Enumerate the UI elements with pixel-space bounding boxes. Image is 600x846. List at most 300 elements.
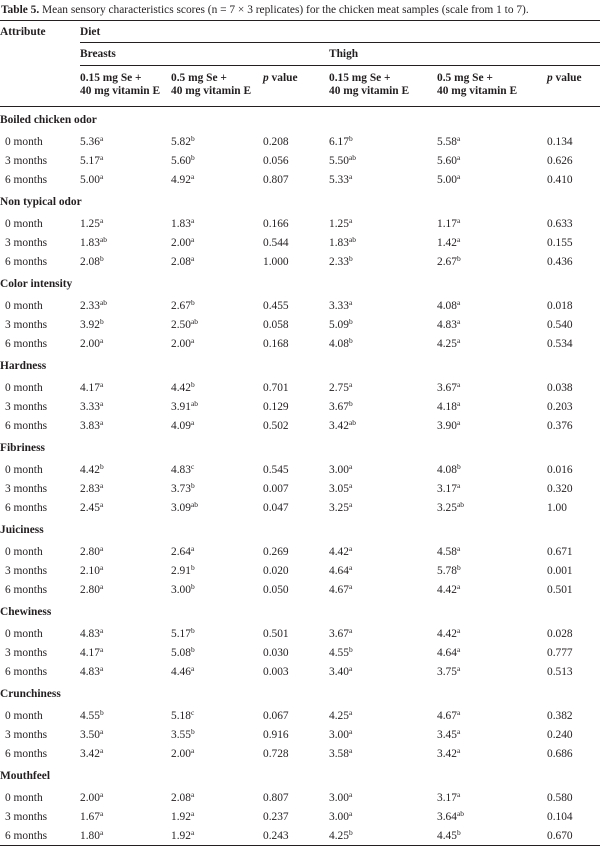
cell-value: 3.83	[80, 419, 100, 432]
significance-letter: a	[99, 562, 104, 572]
significance-letter: a	[190, 234, 195, 244]
breasts-low-se-cell	[80, 624, 171, 643]
thigh-low-se-cell	[329, 624, 437, 643]
breasts-high-se-cell	[171, 334, 263, 353]
thigh-p-value-cell	[547, 233, 600, 252]
breasts-p-value-cell	[263, 662, 329, 681]
thigh-low-se-cell	[329, 479, 437, 498]
breasts-low-se-cell	[80, 315, 171, 334]
significance-letter: a	[456, 417, 461, 427]
attribute-name: Non typical odor	[0, 195, 82, 208]
time-cell	[0, 542, 80, 561]
breasts-p-value-cell	[263, 252, 329, 271]
table-row	[0, 706, 600, 725]
thigh-p-value-cell	[547, 151, 600, 170]
attribute-name: Mouthfeel	[0, 769, 50, 782]
significance-letter: b	[348, 133, 353, 143]
cell-value: 4.67	[329, 583, 349, 596]
cell-value: 0 month	[5, 217, 43, 230]
time-cell	[0, 170, 80, 189]
cell-value: 4.55	[329, 646, 349, 659]
table-row	[0, 252, 600, 271]
thigh-p-value-cell	[547, 498, 600, 517]
table-row	[0, 624, 600, 643]
significance-letter: b	[348, 398, 353, 408]
breasts-low-se-cell	[80, 662, 171, 681]
cell-value: 5.09	[329, 318, 349, 331]
thigh-high-se-cell	[437, 334, 547, 353]
breasts-p-value-cell	[263, 214, 329, 233]
significance-letter: a	[456, 171, 461, 181]
breasts-low-se-cell	[80, 807, 171, 826]
cell-value: 0 month	[5, 299, 43, 312]
significance-letter: b	[99, 316, 104, 326]
cell-value: 3 months	[5, 318, 48, 331]
significance-letter: b	[348, 253, 353, 263]
cell-value: 3.64	[437, 810, 457, 823]
breasts-low-se-cell	[80, 580, 171, 599]
significance-letter: a	[348, 543, 353, 553]
thigh-high-se-cell	[437, 170, 547, 189]
time-cell	[0, 788, 80, 807]
thigh-high-se-cell	[437, 542, 547, 561]
significance-letter: b	[190, 379, 195, 389]
time-cell	[0, 498, 80, 517]
cell-value: 2.00	[171, 747, 191, 760]
significance-letter: a	[348, 499, 353, 509]
significance-letter: a	[99, 726, 104, 736]
thigh-p-value-cell	[547, 744, 600, 763]
thigh-p-value-cell	[547, 706, 600, 725]
table-row	[0, 214, 600, 233]
significance-letter: a	[456, 234, 461, 244]
breasts-low-se-cell	[80, 170, 171, 189]
thigh-high-se-cell	[437, 807, 547, 826]
cell-value: 3 months	[5, 236, 48, 249]
cell-value: 3.33	[80, 400, 100, 413]
cell-value: 4.83	[80, 665, 100, 678]
cell-value: 4.64	[437, 646, 457, 659]
significance-letter: a	[348, 461, 353, 471]
breasts-high-se-cell	[171, 498, 263, 517]
cell-value: 6 months	[5, 665, 48, 678]
table-row	[0, 378, 600, 397]
cell-value: 5.00	[437, 173, 457, 186]
cell-value: 3.09	[171, 501, 191, 514]
cell-value: 0.633	[547, 217, 573, 230]
cell-value: 0 month	[5, 381, 43, 394]
cell-value: 4.58	[437, 545, 457, 558]
significance-letter: a	[348, 745, 353, 755]
cell-value: 2.00	[171, 337, 191, 350]
cell-value: 3.42	[329, 419, 349, 432]
significance-letter: ab	[99, 234, 108, 244]
table-row	[0, 460, 600, 479]
breasts-high-se-cell	[171, 788, 263, 807]
cell-value: 3.58	[329, 747, 349, 760]
breasts-low-se-cell	[80, 788, 171, 807]
cell-value: 3.25	[437, 501, 457, 514]
table-row	[0, 334, 600, 353]
time-cell	[0, 416, 80, 435]
attribute-group-row	[0, 435, 600, 460]
significance-letter: a	[348, 707, 353, 717]
cell-value: 4.42	[437, 583, 457, 596]
cell-value: 0 month	[5, 463, 43, 476]
thigh-high-se-cell	[437, 315, 547, 334]
thigh-p-value-cell	[547, 725, 600, 744]
header-thigh-high-se: 0.5 mg Se + 40 mg vitamin E	[437, 66, 547, 107]
attribute-group-row	[0, 107, 600, 133]
thigh-p-value-cell	[547, 214, 600, 233]
thigh-low-se-cell	[329, 788, 437, 807]
thigh-p-value-cell	[547, 170, 600, 189]
thigh-p-value-cell	[547, 624, 600, 643]
thigh-low-se-cell	[329, 662, 437, 681]
attribute-name: Hardness	[0, 359, 47, 372]
cell-value: 2.33	[329, 255, 349, 268]
cell-value: 0.134	[547, 135, 573, 148]
cell-value: 6 months	[5, 829, 48, 842]
cell-value: 4.18	[437, 400, 457, 413]
thigh-high-se-cell	[437, 788, 547, 807]
breasts-low-se-cell	[80, 643, 171, 662]
significance-letter: b	[99, 253, 104, 263]
significance-letter: a	[190, 543, 195, 553]
cell-value: 1.17	[437, 217, 457, 230]
cell-value: 2.10	[80, 564, 100, 577]
thigh-p-value-cell	[547, 561, 600, 580]
cell-value: 5.36	[80, 135, 100, 148]
significance-letter: a	[99, 417, 104, 427]
breasts-p-value-cell	[263, 334, 329, 353]
significance-letter: a	[456, 625, 461, 635]
significance-letter: a	[456, 335, 461, 345]
thigh-p-value-cell	[547, 416, 600, 435]
significance-letter: a	[348, 581, 353, 591]
breasts-p-value-cell	[263, 378, 329, 397]
cell-value: 0.670	[547, 829, 573, 842]
significance-letter: ab	[348, 234, 357, 244]
cell-value: 1.42	[437, 236, 457, 249]
breasts-low-se-cell	[80, 416, 171, 435]
significance-letter: a	[190, 417, 195, 427]
cell-value: 3.67	[329, 400, 349, 413]
cell-value: 0.056	[263, 154, 289, 167]
cell-value: 3.91	[171, 400, 191, 413]
breasts-p-value-cell	[263, 170, 329, 189]
attribute-group-row	[0, 353, 600, 378]
time-cell	[0, 460, 80, 479]
significance-letter: a	[348, 215, 353, 225]
table-row	[0, 296, 600, 315]
cell-value: 0.028	[547, 627, 573, 640]
significance-letter: a	[456, 297, 461, 307]
breasts-high-se-cell	[171, 416, 263, 435]
significance-letter: ab	[348, 417, 357, 427]
significance-letter: a	[348, 625, 353, 635]
thigh-high-se-cell	[437, 296, 547, 315]
cell-value: 5.17	[171, 627, 191, 640]
cell-value: 5.18	[171, 709, 191, 722]
significance-letter: b	[348, 644, 353, 654]
time-cell	[0, 580, 80, 599]
breasts-p-value-cell	[263, 744, 329, 763]
cell-value: 4.46	[171, 665, 191, 678]
cell-value: 0.155	[547, 236, 573, 249]
significance-letter: b	[190, 480, 195, 490]
cell-value: 6 months	[5, 747, 48, 760]
thigh-high-se-cell	[437, 744, 547, 763]
cell-value: 3 months	[5, 154, 48, 167]
cell-value: 2.08	[171, 255, 191, 268]
breasts-low-se-cell	[80, 460, 171, 479]
thigh-low-se-cell	[329, 580, 437, 599]
cell-value: 5.00	[80, 173, 100, 186]
cell-value: 0.544	[263, 236, 289, 249]
header-thigh-p-value: p value	[547, 66, 600, 107]
attribute-name: Juiciness	[0, 523, 44, 536]
breasts-low-se-cell	[80, 214, 171, 233]
cell-value: 2.80	[80, 583, 100, 596]
cell-value: 2.83	[80, 482, 100, 495]
thigh-p-value-cell	[547, 580, 600, 599]
time-cell	[0, 233, 80, 252]
significance-letter: ab	[190, 398, 199, 408]
cell-value: 0.455	[263, 299, 289, 312]
breasts-high-se-cell	[171, 378, 263, 397]
table-row	[0, 170, 600, 189]
significance-letter: ab	[190, 316, 199, 326]
significance-letter: a	[456, 726, 461, 736]
thigh-p-value-cell	[547, 296, 600, 315]
breasts-p-value-cell	[263, 416, 329, 435]
time-cell	[0, 662, 80, 681]
cell-value: 1.80	[80, 829, 100, 842]
cell-value: 3.55	[171, 728, 191, 741]
significance-letter: a	[348, 480, 353, 490]
thigh-high-se-cell	[437, 580, 547, 599]
thigh-high-se-cell	[437, 561, 547, 580]
significance-letter: a	[348, 789, 353, 799]
thigh-low-se-cell	[329, 643, 437, 662]
cell-value: 0.540	[547, 318, 573, 331]
significance-letter: a	[190, 745, 195, 755]
significance-letter: ab	[348, 152, 357, 162]
significance-letter: a	[99, 581, 104, 591]
significance-letter: a	[456, 543, 461, 553]
thigh-p-value-cell	[547, 643, 600, 662]
breasts-high-se-cell	[171, 132, 263, 151]
breasts-p-value-cell	[263, 643, 329, 662]
significance-letter: a	[456, 581, 461, 591]
table-row	[0, 807, 600, 826]
significance-letter: a	[190, 335, 195, 345]
significance-letter: ab	[190, 499, 199, 509]
significance-letter: a	[456, 152, 461, 162]
cell-value: 3.05	[329, 482, 349, 495]
cell-value: 5.08	[171, 646, 191, 659]
cell-value: 4.45	[437, 829, 457, 842]
table-row	[0, 662, 600, 681]
cell-value: 3 months	[5, 564, 48, 577]
cell-value: 3.00	[329, 810, 349, 823]
cell-value: 6 months	[5, 173, 48, 186]
cell-value: 3.33	[329, 299, 349, 312]
thigh-low-se-cell	[329, 542, 437, 561]
breasts-low-se-cell	[80, 334, 171, 353]
breasts-high-se-cell	[171, 214, 263, 233]
significance-letter: a	[348, 562, 353, 572]
breasts-p-value-cell	[263, 542, 329, 561]
thigh-low-se-cell	[329, 214, 437, 233]
cell-value: 3.17	[437, 482, 457, 495]
breasts-high-se-cell	[171, 624, 263, 643]
thigh-p-value-cell	[547, 397, 600, 416]
attribute-name: Crunchiness	[0, 687, 61, 700]
cell-value: 0.501	[263, 627, 289, 640]
thigh-high-se-cell	[437, 214, 547, 233]
significance-letter: a	[456, 789, 461, 799]
cell-value: 0.580	[547, 791, 573, 804]
cell-value: 0.728	[263, 747, 289, 760]
cell-value: 3.00	[329, 728, 349, 741]
cell-value: 0 month	[5, 627, 43, 640]
table-caption-text: Mean sensory characteristics scores (n = 7 × 3 replicates) for the chicken meat samples (scale from 1 to 7).	[39, 4, 529, 16]
significance-letter: a	[99, 379, 104, 389]
significance-letter: a	[456, 480, 461, 490]
cell-value: 0.203	[547, 400, 573, 413]
cell-value: 0.545	[263, 463, 289, 476]
attribute-name: Color intensity	[0, 277, 73, 290]
significance-letter: a	[99, 215, 104, 225]
breasts-p-value-cell	[263, 151, 329, 170]
significance-letter: a	[99, 133, 104, 143]
significance-letter: a	[99, 663, 104, 673]
cell-value: 1.00	[547, 501, 567, 514]
breasts-low-se-cell	[80, 561, 171, 580]
thigh-low-se-cell	[329, 132, 437, 151]
header-breasts: Breasts	[80, 43, 329, 66]
cell-value: 0.058	[263, 318, 289, 331]
significance-letter: a	[348, 297, 353, 307]
cell-value: 4.83	[171, 463, 191, 476]
significance-letter: b	[190, 726, 195, 736]
attribute-group-row	[0, 681, 600, 706]
table-row	[0, 744, 600, 763]
attribute-name: Chewiness	[0, 605, 52, 618]
significance-letter: b	[190, 562, 195, 572]
cell-value: 0.050	[263, 583, 289, 596]
table-row	[0, 498, 600, 517]
cell-value: 4.55	[80, 709, 100, 722]
cell-value: 3 months	[5, 810, 48, 823]
thigh-low-se-cell	[329, 233, 437, 252]
cell-value: 3.67	[329, 627, 349, 640]
thigh-low-se-cell	[329, 170, 437, 189]
significance-letter: a	[456, 215, 461, 225]
thigh-p-value-cell	[547, 334, 600, 353]
cell-value: 0.208	[263, 135, 289, 148]
cell-value: 6 months	[5, 501, 48, 514]
cell-value: 1.83	[80, 236, 100, 249]
cell-value: 0.007	[263, 482, 289, 495]
breasts-low-se-cell	[80, 706, 171, 725]
breasts-high-se-cell	[171, 479, 263, 498]
significance-letter: a	[456, 644, 461, 654]
cell-value: 4.25	[329, 709, 349, 722]
significance-letter: b	[190, 644, 195, 654]
cell-value: 0.016	[547, 463, 573, 476]
cell-value: 0.129	[263, 400, 289, 413]
time-cell	[0, 725, 80, 744]
significance-letter: a	[456, 663, 461, 673]
cell-value: 5.78	[437, 564, 457, 577]
thigh-p-value-cell	[547, 479, 600, 498]
significance-letter: a	[348, 379, 353, 389]
thigh-low-se-cell	[329, 397, 437, 416]
cell-value: 5.60	[171, 154, 191, 167]
cell-value: 3 months	[5, 728, 48, 741]
breasts-p-value-cell	[263, 397, 329, 416]
breasts-high-se-cell	[171, 826, 263, 846]
cell-value: 3.25	[329, 501, 349, 514]
time-cell	[0, 744, 80, 763]
thigh-low-se-cell	[329, 725, 437, 744]
significance-letter: a	[190, 215, 195, 225]
thigh-low-se-cell	[329, 826, 437, 846]
significance-letter: a	[456, 133, 461, 143]
table-row	[0, 643, 600, 662]
cell-value: 1.92	[171, 829, 191, 842]
thigh-high-se-cell	[437, 378, 547, 397]
cell-value: 5.58	[437, 135, 457, 148]
cell-value: 6 months	[5, 583, 48, 596]
cell-value: 4.83	[80, 627, 100, 640]
thigh-low-se-cell	[329, 252, 437, 271]
cell-value: 4.42	[329, 545, 349, 558]
significance-letter: b	[456, 827, 461, 837]
attribute-group-row	[0, 599, 600, 624]
cell-value: 4.09	[171, 419, 191, 432]
cell-value: 0.376	[547, 419, 573, 432]
cell-value: 5.50	[329, 154, 349, 167]
cell-value: 1.83	[329, 236, 349, 249]
breasts-p-value-cell	[263, 498, 329, 517]
thigh-high-se-cell	[437, 252, 547, 271]
cell-value: 4.25	[329, 829, 349, 842]
table-row	[0, 315, 600, 334]
cell-value: 3.42	[80, 747, 100, 760]
time-cell	[0, 807, 80, 826]
cell-value: 0.168	[263, 337, 289, 350]
table-label: Table 5.	[1, 4, 40, 16]
cell-value: 4.17	[80, 381, 100, 394]
time-cell	[0, 706, 80, 725]
thigh-low-se-cell	[329, 334, 437, 353]
significance-letter: b	[456, 562, 461, 572]
cell-value: 3.90	[437, 419, 457, 432]
cell-value: 0.701	[263, 381, 289, 394]
significance-letter: a	[456, 316, 461, 326]
breasts-high-se-cell	[171, 296, 263, 315]
thigh-high-se-cell	[437, 662, 547, 681]
table-header	[0, 21, 600, 107]
cell-value: 1.25	[80, 217, 100, 230]
breasts-high-se-cell	[171, 643, 263, 662]
time-cell	[0, 397, 80, 416]
cell-value: 1.83	[171, 217, 191, 230]
